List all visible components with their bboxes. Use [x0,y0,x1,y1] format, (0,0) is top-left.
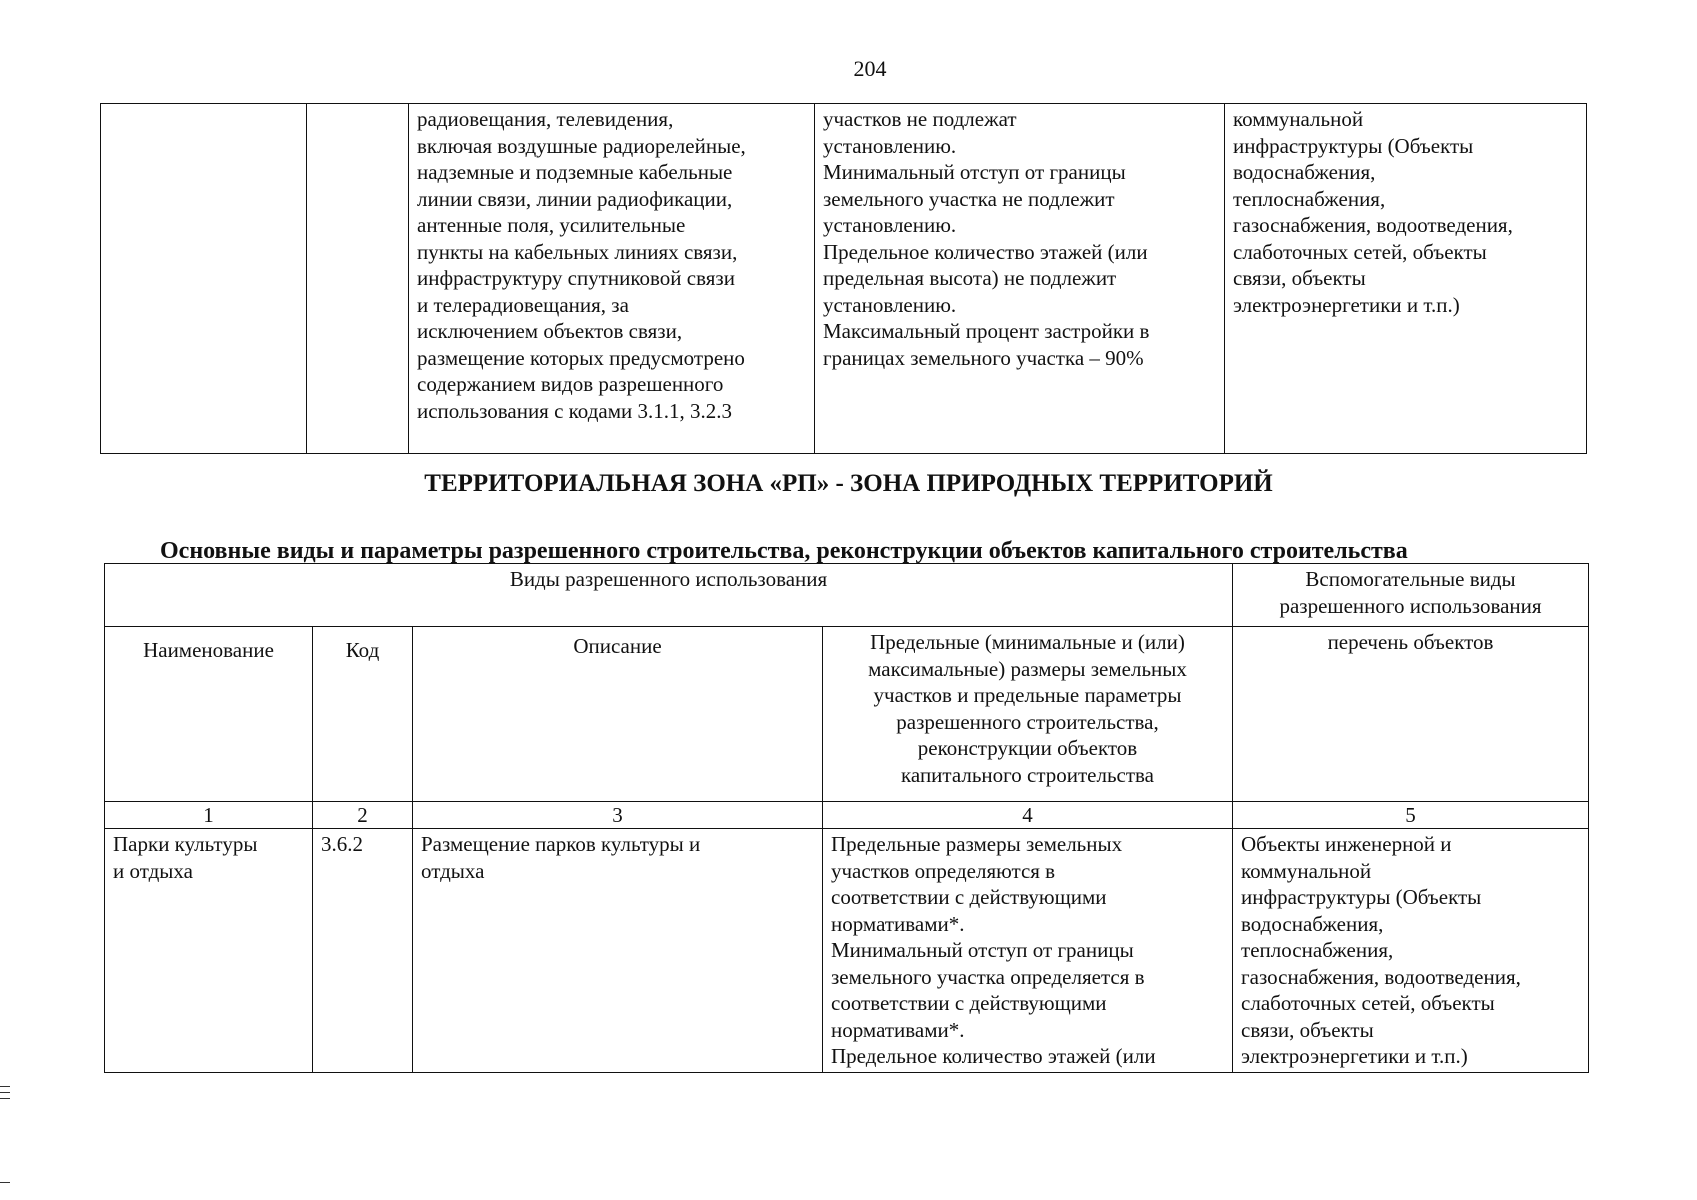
continued-table [100,103,1587,454]
column-number: 5 [1233,802,1589,829]
group-header-main: Виды разрешенного использования [105,564,1233,627]
group-header-aux: Вспомогательные виды разрешенного использования [1233,564,1589,627]
cell-code [307,104,409,454]
cell-auxiliary: Объекты инженерной и коммунальной инфраструктуры (Объекты водоснабжения, теплоснабжения, газоснабжения, водоотведения, слаботочных сетей, объекты связи, объекты электроэнергетики и т.п.) [1233,829,1589,1073]
column-number: 1 [105,802,313,829]
cell-name: Парки культуры и отдыха [105,829,313,1073]
cell-auxiliary: коммунальной инфраструктуры (Объекты водоснабжения, теплоснабжения, газоснабжения, водоотведения, слаботочных сетей, объекты связи, объекты электроэнергетики и т.п.) [1225,104,1587,454]
cell-description: Размещение парков культуры и отдыха [413,829,823,1073]
cell-parameters: участков не подлежат установлению. Минимальный отступ от границы земельного участка не подлежит установлению. Предельное количество этажей (или предельная высота) не подлежит установлению. Максимальный процент застройки в границах земельного участка – 90% [815,104,1225,454]
scan-edge-mark [0,1098,10,1099]
header-code: Код [313,627,413,802]
scan-edge-mark [0,1092,10,1093]
header-parameters: Предельные (минимальные и (или) максимальные) размеры земельных участков и предельные параметры разрешенного строительства, реконструкции объектов капитального строительства [823,627,1233,802]
group-header-row [105,564,1589,627]
scan-edge-mark [0,1086,10,1087]
table-row [101,104,1587,454]
column-number: 3 [413,802,823,829]
header-objects: перечень объектов [1233,627,1589,802]
cell-name [101,104,307,454]
column-number: 4 [823,802,1233,829]
permitted-use-table [104,563,1589,1073]
column-header-row [105,627,1589,802]
column-number-row [105,802,1589,829]
table-row [105,829,1589,1073]
column-number: 2 [313,802,413,829]
page-number: 204 [853,56,887,81]
header-description: Описание [413,627,823,802]
cell-parameters: Предельные размеры земельных участков определяются в соответствии с действующими нормативами*. Минимальный отступ от границы земельного участка определяется в соответствии с действующими нормативами*. Предельное количество этажей (или [823,829,1233,1073]
cell-code: 3.6.2 [313,829,413,1073]
scan-edge-mark [0,1182,10,1183]
zone-title: ТЕРРИТОРИАЛЬНАЯ ЗОНА «РП» - ЗОНА ПРИРОДНЫХ ТЕРРИТОРИЙ [424,470,1273,497]
section-title: Основные виды и параметры разрешенного строительства, реконструкции объектов капитального строительства [160,538,1408,564]
cell-description: радиовещания, телевидения, включая воздушные радиорелейные, надземные и подземные кабельные линии связи, линии радиофикации, антенные поля, усилительные пункты на кабельных линиях связи, инфраструктуру спутниковой связи и телерадиовещания, за исключением объектов связи, размещение которых предусмотрено содержанием видов разрешенного использования с кодами 3.1.1, 3.2.3 [409,104,815,454]
header-name: Наименование [105,627,313,802]
